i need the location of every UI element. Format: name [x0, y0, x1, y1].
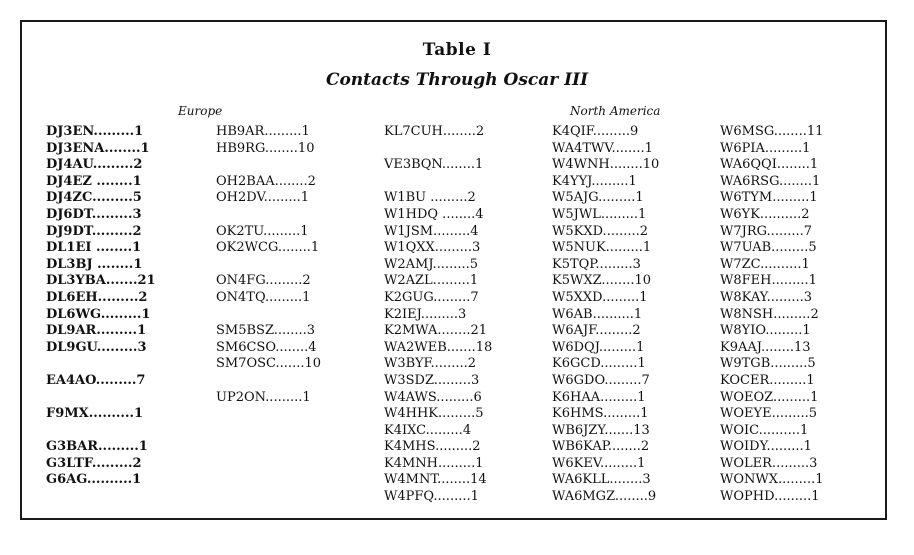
table-entry: KOCER.........1	[720, 372, 815, 388]
table-entry: W4WNH........10	[552, 157, 660, 173]
table-title: Table I	[422, 40, 492, 60]
table-entry: DJ6DT.........3	[46, 206, 142, 222]
table-entry: W6DQJ.........1	[552, 339, 645, 355]
table-entry: W5KXD.........2	[552, 223, 649, 239]
table-entry: K5TQP.........3	[552, 256, 641, 272]
table-entry: W5XXD.........1	[552, 289, 648, 305]
table-entry: G6AG..........1	[46, 472, 142, 488]
table-entry: HB9RG........10	[216, 140, 315, 156]
table-entry: W7UAB.........5	[720, 240, 817, 256]
table-entry: WB6KAP........2	[552, 439, 650, 455]
table-entry: WB6JZY.......13	[552, 422, 650, 438]
table-entry: DL9GU.........3	[46, 339, 147, 355]
table-entry: F9MX..........1	[46, 406, 144, 422]
table-entry	[384, 141, 492, 158]
table-entry: WA6RSG........1	[720, 173, 821, 189]
table-entry: KL7CUH........2	[384, 124, 485, 139]
table-entry: K2GUG.........7	[384, 289, 479, 305]
table-entry: W4HHK.........5	[384, 406, 484, 422]
table-entry	[384, 174, 492, 191]
table-entry: W6AB..........1	[552, 306, 643, 322]
table-entry: W6AJF.........2	[552, 323, 641, 339]
table-entry: K4IXC.........4	[384, 422, 472, 438]
table-entry: K4QIF.........9	[552, 124, 639, 139]
table-entry: DL6WG.........1	[46, 306, 151, 322]
table-entry: W8KAY.........3	[720, 289, 813, 305]
table-entry	[216, 307, 321, 324]
table-entry: DL3YBA.......21	[46, 273, 156, 289]
table-entry: DJ3ENA........1	[46, 140, 150, 156]
table-entry: DJ9DT.........2	[46, 223, 142, 239]
table-entry: W5JWL.........1	[552, 206, 647, 222]
table-entry: W2AMJ.........5	[384, 256, 478, 272]
table-entry: W3SDZ.........3	[384, 372, 480, 388]
column-north-america-1	[384, 124, 492, 506]
table-entry: W8FEH.........1	[720, 273, 817, 289]
table-entry: WA6MGZ........9	[552, 489, 657, 505]
table-entry: WA2WEB.......18	[384, 339, 493, 355]
table-entry: WOEOZ.........1	[720, 389, 819, 405]
table-entry: DJ3EN.........1	[46, 124, 144, 139]
table-entry: K2IEJ.........3	[384, 306, 467, 322]
table-entry: DL6EH.........2	[46, 289, 148, 305]
table-entry: K6HAA.........1	[552, 389, 646, 405]
table-entry: W2AZL.........1	[384, 273, 479, 289]
table-entry: WOIC..........1	[720, 422, 809, 438]
table-entry: K9AAJ........13	[720, 339, 811, 355]
table-entry: W4AWS.........6	[384, 389, 482, 405]
table-entry: W8YIO.........1	[720, 323, 811, 339]
table-entry	[216, 257, 321, 274]
table-entry: WOEYE.........5	[720, 406, 818, 422]
table-entry	[216, 207, 321, 224]
table-entry: W5AJG.........1	[552, 190, 644, 206]
table-entry: K2MWA........21	[384, 323, 487, 339]
table-entry: W6YK..........2	[720, 206, 810, 222]
table-entry: SM5BSZ........3	[216, 323, 316, 339]
table-entry: ON4FG.........2	[216, 273, 311, 289]
table-entry	[216, 157, 321, 174]
table-entry: OH2DV.........1	[216, 190, 310, 206]
table-entry	[46, 356, 156, 373]
table-entry: VE3BQN........1	[384, 157, 484, 173]
table-entry: G3BAR.........1	[46, 439, 148, 455]
table-entry: DL9AR.........1	[46, 323, 147, 339]
table-entry: K4YYJ.........1	[552, 173, 637, 189]
table-entry: OK2TU.........1	[216, 223, 309, 239]
table-entry: K6GCD.........1	[552, 356, 646, 372]
table-entry: WA4TWV........1	[552, 140, 653, 156]
table-entry: UP2ON.........1	[216, 389, 311, 405]
table-entry: W4MNT........14	[384, 472, 487, 488]
table-entry: WONWX.........1	[720, 472, 824, 488]
table-entry: W6PIA.........1	[720, 140, 811, 156]
table-entry: W7ZC..........1	[720, 256, 810, 272]
table-entry: W3BYF.........2	[384, 356, 476, 372]
table-entry: W4PFQ.........1	[384, 489, 479, 505]
table-entry: WOLER.........3	[720, 455, 818, 471]
table-entry: DJ4AU.........2	[46, 157, 143, 173]
table-entry: W6KEV.........1	[552, 455, 646, 471]
table-subtitle: Contacts Through Oscar III	[325, 70, 589, 90]
table-entry: W6TYM.........1	[720, 190, 818, 206]
table-entry: W1HDQ ........4	[384, 206, 484, 222]
table-entry: W1JSM.........4	[384, 223, 479, 239]
column-north-america-3	[720, 124, 823, 506]
column-north-america-2	[552, 124, 659, 506]
table-entry: W1BU .........2	[384, 190, 476, 206]
table-entry: EA4AO.........7	[46, 372, 146, 388]
table-entry: W7JRG.........7	[720, 223, 813, 239]
table-entry: WA6QQI........1	[720, 157, 819, 173]
table-entry: K4MHS.........2	[384, 439, 481, 455]
table-entry: WOIDY.........1	[720, 439, 812, 455]
table-entry: W8NSH.........2	[720, 306, 819, 322]
table-entry: OK2WCG........1	[216, 240, 320, 256]
region-label-north-america: North America	[570, 104, 661, 118]
table-entry: DL1EI ........1	[46, 240, 142, 256]
region-label-europe: Europe	[178, 104, 223, 118]
table-entry	[216, 373, 321, 390]
table-entry: WOPHD.........1	[720, 489, 820, 505]
table-entry: OH2BAA........2	[216, 173, 316, 189]
table-entry: K4MNH.........1	[384, 455, 484, 471]
table-entry: SM6CSO........4	[216, 339, 317, 355]
table-entry: HB9AR.........1	[216, 124, 310, 139]
table-entry: SM7OSC.......10	[216, 356, 322, 372]
table-entry	[46, 390, 156, 407]
table-entry: DL3BJ ........1	[46, 256, 143, 272]
table-entry: W5NUK.........1	[552, 240, 652, 256]
table-entry: WA6KLL........3	[552, 472, 651, 488]
table-entry	[46, 423, 156, 440]
table-entry: G3LTF.........2	[46, 455, 142, 471]
table-entry: W9TGB.........5	[720, 356, 816, 372]
table-entry: ON4TQ.........1	[216, 289, 311, 305]
table-entry: K5WXZ........10	[552, 273, 652, 289]
table-entry: DJ4EZ ........1	[46, 173, 142, 189]
table-entry: W6GDO.........7	[552, 372, 650, 388]
table-entry: W6MSG........11	[720, 124, 824, 139]
table-entry: K6HMS.........1	[552, 406, 649, 422]
table-entry: W1QXX.........3	[384, 240, 481, 256]
column-europe-2	[216, 124, 321, 406]
column-europe-1	[46, 124, 156, 489]
table-entry: DJ4ZC.........5	[46, 190, 142, 206]
